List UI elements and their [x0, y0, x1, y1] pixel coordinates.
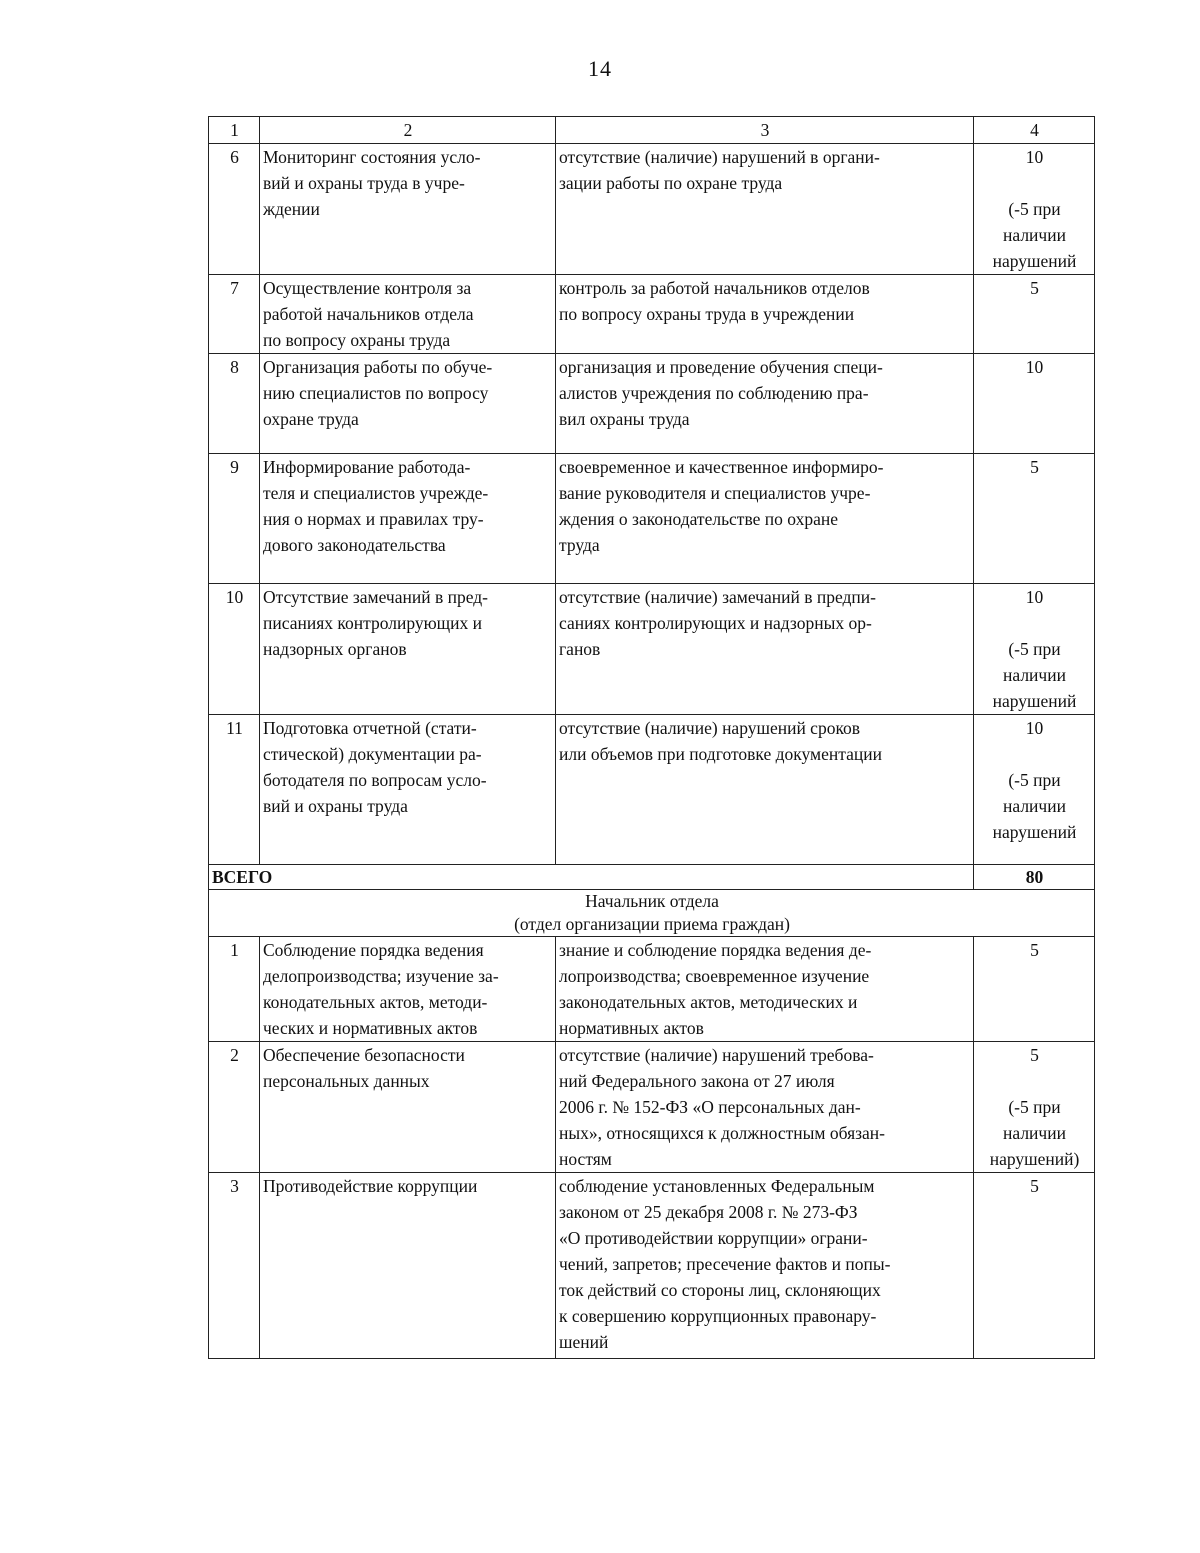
criteria-line: зации работы по охране труда [559, 173, 783, 193]
criteria-line: ностям [559, 1149, 612, 1169]
indicator-name-line: Отсутствие замечаний в пред- [263, 587, 488, 607]
criteria-text [556, 275, 974, 354]
total-value: 80 [974, 865, 1095, 890]
criteria-line: «О противодействии коррупции» ограни- [559, 1228, 868, 1248]
indicator-name-line: стической) документации ра- [263, 744, 482, 764]
indicator-name-line: делопроизводства; изучение за- [263, 966, 499, 986]
criteria-line: чений, запретов; пресечение фактов и попы- [559, 1254, 891, 1274]
criteria-table [208, 116, 1095, 1359]
spacer [977, 1068, 1092, 1094]
criteria-text [556, 354, 974, 454]
criteria-text [556, 144, 974, 275]
total-label: ВСЕГО [209, 865, 974, 890]
criteria-line: ний Федерального закона от 27 июля [559, 1071, 835, 1091]
criteria-line: соблюдение установленных Федеральным [559, 1176, 875, 1196]
table-row [209, 354, 1095, 454]
points-cell [974, 275, 1095, 354]
points-cell [974, 1173, 1095, 1359]
indicator-name-line: ния о нормах и правилах тру- [263, 509, 484, 529]
row-number: 2 [209, 1042, 260, 1173]
points-note-line: нарушений [992, 691, 1077, 711]
criteria-line: ганов [559, 639, 601, 659]
criteria-line: организация и проведение обучения специ- [559, 357, 883, 377]
criteria-line: к совершению коррупционных правонару- [559, 1306, 877, 1326]
indicator-name [260, 275, 556, 354]
indicator-name-line: Соблюдение порядка ведения [263, 940, 484, 960]
points-cell [974, 144, 1095, 275]
row-number: 3 [209, 1173, 260, 1359]
indicator-name-line: ждении [263, 199, 320, 219]
criteria-line: труда [559, 535, 600, 555]
indicator-name-line: Противодействие коррупции [263, 1176, 478, 1196]
indicator-name [260, 1042, 556, 1173]
indicator-name-line: работой начальников отдела [263, 304, 474, 324]
indicator-name-line: ческих и нормативных актов [263, 1018, 478, 1038]
header-cell: 2 [260, 117, 556, 144]
indicator-name-line: Организация работы по обуче- [263, 357, 493, 377]
points-value: 5 [1030, 457, 1039, 477]
criteria-text [556, 584, 974, 715]
indicator-name [260, 584, 556, 715]
points-value: 5 [1030, 1045, 1039, 1065]
criteria-line: вил охраны труда [559, 409, 690, 429]
header-cell: 3 [556, 117, 974, 144]
criteria-text [556, 937, 974, 1042]
points-value: 10 [1025, 587, 1044, 607]
section-title-line: (отдел организации приема граждан) [514, 914, 790, 934]
header-cell: 1 [209, 117, 260, 144]
indicator-name-line: нию специалистов по вопросу [263, 383, 489, 403]
criteria-text [556, 1173, 974, 1359]
indicator-name-line: дового законодательства [263, 535, 446, 555]
criteria-line: 2006 г. № 152-ФЗ «О персональных дан- [559, 1097, 861, 1117]
criteria-line: ных», относящихся к должностным обязан- [559, 1123, 885, 1143]
points-cell [974, 354, 1095, 454]
criteria-line: своевременное и качественное информиро- [559, 457, 884, 477]
row-number: 11 [209, 715, 260, 865]
spacer [977, 610, 1092, 636]
points-note-line: (-5 при [1008, 199, 1061, 219]
table-header-row [209, 117, 1095, 144]
indicator-name-line: по вопросу охраны труда [263, 330, 451, 350]
section-title-line: Начальник отдела [585, 891, 719, 911]
criteria-line: по вопросу охраны труда в учреждении [559, 304, 855, 324]
page-number: 14 [588, 56, 612, 81]
points-note-line: нарушений [992, 822, 1077, 842]
points-cell [974, 1042, 1095, 1173]
criteria-line: отсутствие (наличие) нарушений требова- [559, 1045, 874, 1065]
points-value: 5 [1030, 278, 1039, 298]
criteria-line: или объемов при подготовке документации [559, 744, 882, 764]
criteria-line: отсутствие (наличие) замечаний в предпи- [559, 587, 876, 607]
section-title [209, 890, 1095, 937]
criteria-line: знание и соблюдение порядка ведения де- [559, 940, 872, 960]
indicator-name-line: Подготовка отчетной (стати- [263, 718, 477, 738]
table-row [209, 584, 1095, 715]
indicator-name-line: персональных данных [263, 1071, 430, 1091]
row-number: 8 [209, 354, 260, 454]
criteria-line: законодательных актов, методических и [559, 992, 858, 1012]
points-note-line: наличии [1003, 796, 1066, 816]
indicator-name-line: ботодателя по вопросам усло- [263, 770, 487, 790]
table-row [209, 1042, 1095, 1173]
points-value: 10 [1025, 147, 1044, 167]
criteria-text [556, 715, 974, 865]
table-row [209, 144, 1095, 275]
table-row [209, 454, 1095, 584]
criteria-line: алистов учреждения по соблюдению пра- [559, 383, 869, 403]
indicator-name-line: вий и охраны труда [263, 796, 408, 816]
criteria-line: вание руководителя и специалистов учре- [559, 483, 871, 503]
criteria-text [556, 454, 974, 584]
row-number: 10 [209, 584, 260, 715]
indicator-name-line: конодательных актов, методи- [263, 992, 488, 1012]
indicator-name [260, 715, 556, 865]
criteria-line: нормативных актов [559, 1018, 704, 1038]
indicator-name [260, 454, 556, 584]
points-value: 5 [1030, 940, 1039, 960]
indicator-name-line: вий и охраны труда в учре- [263, 173, 465, 193]
criteria-line: ток действий со стороны лиц, склоняющих [559, 1280, 881, 1300]
points-value: 5 [1030, 1176, 1039, 1196]
total-row [209, 865, 1095, 890]
criteria-line: саниях контролирующих и надзорных ор- [559, 613, 872, 633]
indicator-name-line: охране труда [263, 409, 359, 429]
indicator-name-line: надзорных органов [263, 639, 407, 659]
criteria-line: отсутствие (наличие) нарушений сроков [559, 718, 861, 738]
indicator-name-line: писаниях контролирующих и [263, 613, 483, 633]
criteria-line: шений [559, 1332, 609, 1352]
points-cell [974, 584, 1095, 715]
indicator-name-line: Информирование работода- [263, 457, 471, 477]
table-row [209, 715, 1095, 865]
indicator-name-line: Мониторинг состояния усло- [263, 147, 481, 167]
section-header-row [209, 890, 1095, 937]
points-note-line: нарушений [992, 251, 1077, 271]
criteria-line: контроль за работой начальников отделов [559, 278, 870, 298]
points-value: 10 [1025, 718, 1044, 738]
criteria-line: ждения о законодательстве по охране [559, 509, 838, 529]
table-row [209, 937, 1095, 1042]
row-number: 9 [209, 454, 260, 584]
points-cell [974, 937, 1095, 1042]
table-row [209, 275, 1095, 354]
spacer [977, 741, 1092, 767]
row-number: 6 [209, 144, 260, 275]
indicator-name-line: теля и специалистов учрежде- [263, 483, 489, 503]
indicator-name-line: Обеспечение безопасности [263, 1045, 465, 1065]
points-note-line: (-5 при [1008, 1097, 1061, 1117]
indicator-name [260, 144, 556, 275]
table-row [209, 1173, 1095, 1359]
criteria-line: лопроизводства; своевременное изучение [559, 966, 870, 986]
indicator-name [260, 354, 556, 454]
points-value: 10 [1025, 357, 1044, 377]
points-note-line: нарушений) [989, 1149, 1080, 1169]
criteria-line: отсутствие (наличие) нарушений в органи- [559, 147, 880, 167]
criteria-text [556, 1042, 974, 1173]
indicator-name-line: Осуществление контроля за [263, 278, 472, 298]
points-note-line: (-5 при [1008, 639, 1061, 659]
row-number: 1 [209, 937, 260, 1042]
points-note-line: наличии [1003, 1123, 1066, 1143]
row-number: 7 [209, 275, 260, 354]
indicator-name [260, 937, 556, 1042]
points-cell [974, 454, 1095, 584]
points-note-line: (-5 при [1008, 770, 1061, 790]
spacer [977, 170, 1092, 196]
points-note-line: наличии [1003, 225, 1066, 245]
indicator-name [260, 1173, 556, 1359]
points-note-line: наличии [1003, 665, 1066, 685]
header-cell: 4 [974, 117, 1095, 144]
points-cell [974, 715, 1095, 865]
criteria-line: законом от 25 декабря 2008 г. № 273-ФЗ [559, 1202, 858, 1222]
